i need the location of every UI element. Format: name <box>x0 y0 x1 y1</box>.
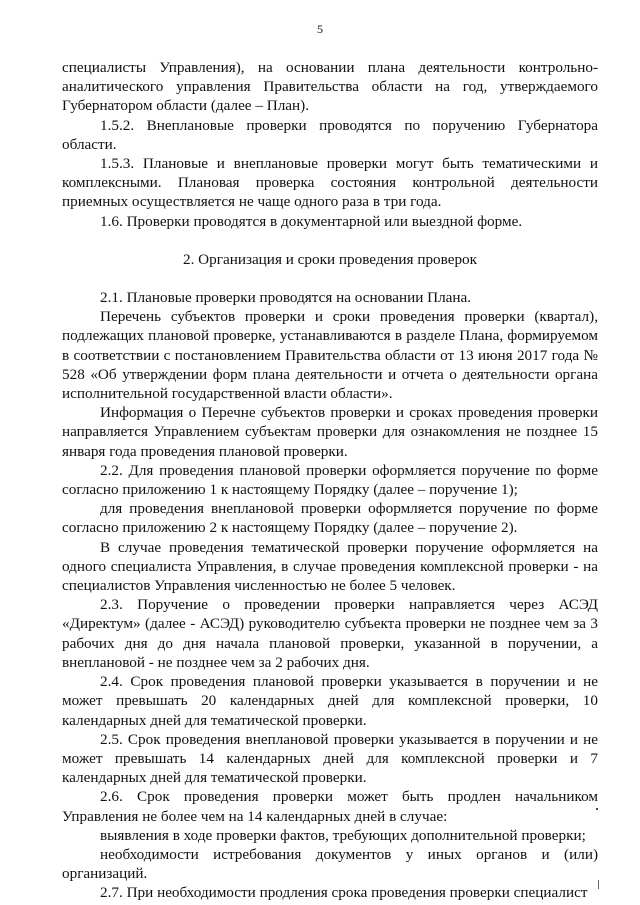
paragraph-2-6-case-1: выявления в ходе проверки фактов, требующих дополнительной проверки; <box>100 826 586 844</box>
paragraph-2-5: 2.5. Срок проведения внеплановой проверки указывается в поручении и не может превышать 14 календарных дней для комплексной проверки и 7 календарных дней для тематической проверки. <box>62 730 598 787</box>
paragraph-2-1: 2.1. Плановые проверки проводятся на основании Плана. <box>100 289 472 307</box>
paragraph-plan-list: Перечень субъектов проверки и сроки проведения проверки (квартал), подлежащих плановой проверке, устанавливаются в разделе Плана, формируемом в соответствии с постановлением Правительства области от 13 июня 2017 года № 528 «Об утверждении форм плана деятельности и отчета о деятельности органа исполнительной государственной власти области». <box>62 308 598 403</box>
paragraph-1-6: 1.6. Проверки проводятся в документарной или выездной форме. <box>100 212 523 230</box>
scan-artifact-dot <box>596 808 598 810</box>
paragraph-1-5-3: 1.5.3. Плановые и внеплановые проверки могут быть тематическими и комплексными. Плановая проверка состояния контрольной деятельности приемных осуществляется не чаще одного раза в три года. <box>62 155 598 211</box>
paragraph-2-7: 2.7. При необходимости продления срока проведения проверки специалист <box>100 884 588 902</box>
page-number: 5 <box>317 22 323 36</box>
paragraph-2-6-case-2: необходимости истребования документов у иных органов и (или) организаций. <box>62 845 598 883</box>
paragraph-continuation: специалисты Управления), на основании плана деятельности контрольно-аналитического управления Правительства области на год, утверждаемого Губернатором области (далее – План). <box>62 59 598 115</box>
paragraph-plan-info: Информация о Перечне субъектов проверки и сроках проведения проверки направляется Управлением субъектам проверки для ознакомления не позднее 15 января года проведения плановой проверки. <box>62 404 598 460</box>
paragraph-1-5-2: 1.5.2. Внеплановые проверки проводятся по поручению Губернатора области. <box>62 116 598 153</box>
paragraph-2-2: 2.2. Для проведения плановой проверки оформляется поручение по форме согласно приложению 1 к настоящему Порядку (далее – поручение 1); <box>62 461 598 499</box>
paragraph-2-6: 2.6. Срок проведения проверки может быть продлен начальником Управления не более чем на 14 календарных дней в случае: <box>62 788 598 825</box>
paragraph-2-4: 2.4. Срок проведения плановой проверки указывается в поручении и не может превышать 20 календарных дней для комплексной проверки, 10 календарных дней для тематической проверки. <box>62 673 598 729</box>
paragraph-2-2-unplanned: для проведения внеплановой проверки оформляется поручение по форме согласно приложению 2 к настоящему Порядку (далее – поручение 2). <box>62 500 598 537</box>
scan-artifact-tick <box>598 880 599 889</box>
document-body <box>62 58 598 903</box>
section-heading: 2. Организация и сроки проведения проверок <box>182 250 478 268</box>
paragraph-2-3: 2.3. Поручение о проведении проверки направляется через АСЭД «Директум» (далее - АСЭД) руководителю субъекта проверки не позднее чем за 3 рабочих дня до дня начала плановой проверки, указанной в поручении, а внеплановой - не позднее чем за 2 рабочих дня. <box>62 596 598 671</box>
paragraph-thematic: В случае проведения тематической проверки поручение оформляется на одного специалиста Управления, в случае проведения комплексной проверки - на специалистов Управления численностью не более 5 человек. <box>62 538 598 595</box>
